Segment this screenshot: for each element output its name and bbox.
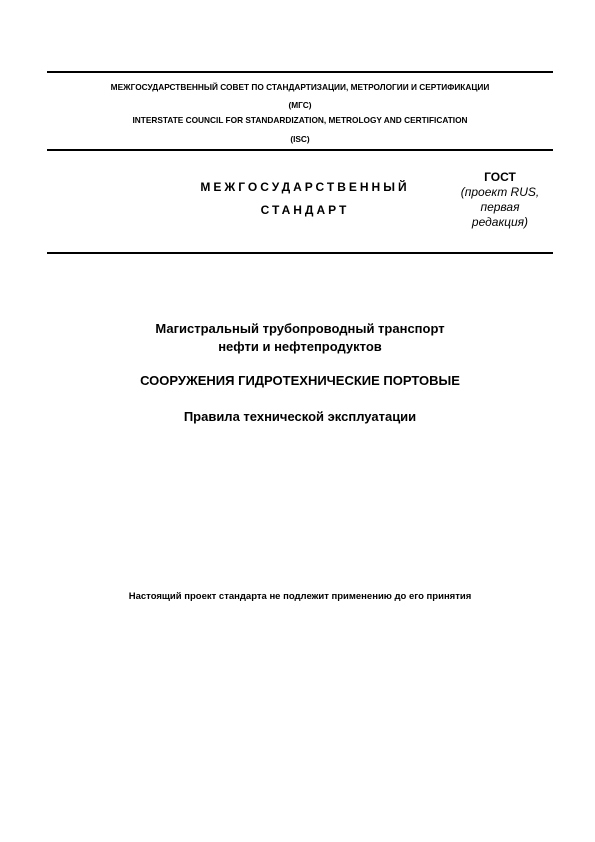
council-bottom-rule (47, 149, 553, 151)
standard-type-line2: СТАНДАРТ (260, 203, 350, 217)
draft-notice: Настоящий проект стандарта не подлежит применению до его принятия (128, 591, 472, 602)
council-abbr-en: (ISC) (290, 134, 310, 144)
gost-note-line2: первая (480, 200, 520, 214)
gost-note-line3: редакция) (471, 215, 529, 229)
document-subtitle: Правила технической эксплуатации (183, 409, 417, 424)
top-rule (47, 71, 553, 73)
header-bottom-rule (47, 252, 553, 254)
document-title-line2: нефти и нефтепродуктов (218, 339, 382, 354)
document-title (47, 320, 553, 356)
council-name-ru: МЕЖГОСУДАРСТВЕННЫЙ СОВЕТ ПО СТАНДАРТИЗАЦИИ, МЕТРОЛОГИИ И СЕРТИФИКАЦИИ (110, 82, 490, 92)
gost-designation (443, 170, 557, 230)
gost-note-line1: (проект RUS, (460, 185, 540, 199)
council-abbr-ru: (МГС) (288, 100, 312, 110)
document-title-line1: Магистральный трубопроводный транспорт (155, 321, 445, 336)
gost-title: ГОСТ (484, 170, 516, 184)
standard-type-line1: МЕЖГОСУДАРСТВЕННЫЙ (200, 180, 410, 194)
council-name-en: INTERSTATE COUNCIL FOR STANDARDIZATION, METROLOGY AND CERTIFICATION (132, 115, 468, 125)
document-subject: СООРУЖЕНИЯ ГИДРОТЕХНИЧЕСКИЕ ПОРТОВЫЕ (140, 373, 460, 388)
standard-type (150, 176, 460, 222)
